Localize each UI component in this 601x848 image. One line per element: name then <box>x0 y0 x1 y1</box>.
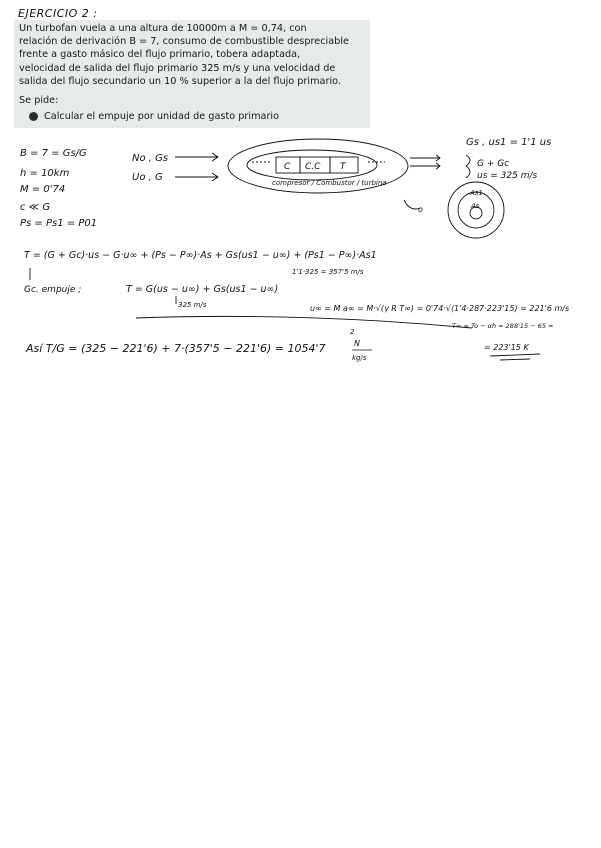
nozzle-label: o <box>418 205 423 214</box>
nozzle-area-secondary: As1 <box>470 189 483 197</box>
statement-line: velocidad de salida del flujo primario 325 m/s y una velocidad de <box>19 62 336 74</box>
problem-statement <box>19 22 364 88</box>
nozzle-area-primary: As <box>471 202 480 210</box>
brace-icon <box>466 155 470 178</box>
us-value-note: 325 m/s <box>178 301 207 309</box>
t-inf-value: = 223'15 K <box>484 343 529 352</box>
t-inf-equation: T∞ = To − αh = 288'15 − 65 = <box>452 322 554 330</box>
note-bypass-ratio: B = 7 = Gs/G <box>20 148 87 159</box>
engine-block-turbine: T <box>340 162 346 172</box>
arrow-icon <box>175 153 218 181</box>
statement-line: salida del flujo secundario un 10 % superior a la del flujo primario. <box>19 75 341 87</box>
statement-line: Un turbofan vuela a una altura de 10000m a M = 0,74, con <box>19 23 307 34</box>
engine-block-compressor: C <box>284 162 291 172</box>
nozzle-exit-sketch <box>404 182 504 238</box>
thrust-simplified: T = G(us − u∞) + Gs(us1 − u∞) <box>126 284 279 295</box>
final-equation: Así T/G = (325 − 221'6) + 7·(357'5 − 221'6) = 1054'7 <box>26 342 326 355</box>
note-primary-velocity: us = 325 m/s <box>477 171 538 181</box>
note-flow-primary: Uo , G <box>132 172 163 183</box>
engine-sketch <box>228 139 440 193</box>
statement-line: relación de derivación B = 7, consumo de combustible despreciable <box>19 36 349 48</box>
case-label: Gc. empuje ; <box>24 285 82 295</box>
exercise-title <box>18 5 100 21</box>
asks-item <box>19 110 364 123</box>
asks-label: Se pide: <box>19 95 59 107</box>
note-mach: M = 0'74 <box>20 184 66 195</box>
final-units-numerator: N <box>354 339 360 348</box>
note-flow-secondary: No , Gs <box>132 153 169 164</box>
bullet-icon <box>29 112 38 121</box>
note-fuel: c ≪ G <box>20 202 51 213</box>
small-mark: 2 <box>350 328 355 336</box>
problem-statement-box <box>14 20 370 128</box>
asks-item-text: Calcular el empuje por unidad de gasto primario <box>44 111 280 123</box>
u-inf-equation: u∞ = M a∞ = M·√(γ R T∞) = 0'74·√(1'4·287·223'15) = 221'6 m/s <box>310 304 570 313</box>
note-pressure: Ps = Ps1 = P01 <box>20 218 98 229</box>
us1-value: 1'1·325 = 357'5 m/s <box>292 268 364 276</box>
thrust-equation: T = (G + Gc)·us − G·u∞ + (Ps − P∞)·As + Gs(us1 − u∞) + (Ps1 − P∞)·As1 <box>24 250 377 261</box>
engine-block-combustor: C.C <box>305 162 321 172</box>
engine-caption: compresor / Combustor / turbina <box>272 179 387 187</box>
underline-strokes <box>30 268 540 360</box>
final-units-denominator: kg/s <box>352 354 367 362</box>
handwritten-notes <box>0 125 601 375</box>
note-primary-mass: G + Gc <box>477 159 510 169</box>
statement-line: frente a gasto másico del flujo primario, tobera adaptada, <box>19 49 301 61</box>
note-altitude: h = 10km <box>20 168 70 179</box>
note-secondary-exit: Gs , us1 = 1'1 us <box>466 137 552 148</box>
exercise-title-text: EJERCICIO 2 : <box>18 7 98 20</box>
